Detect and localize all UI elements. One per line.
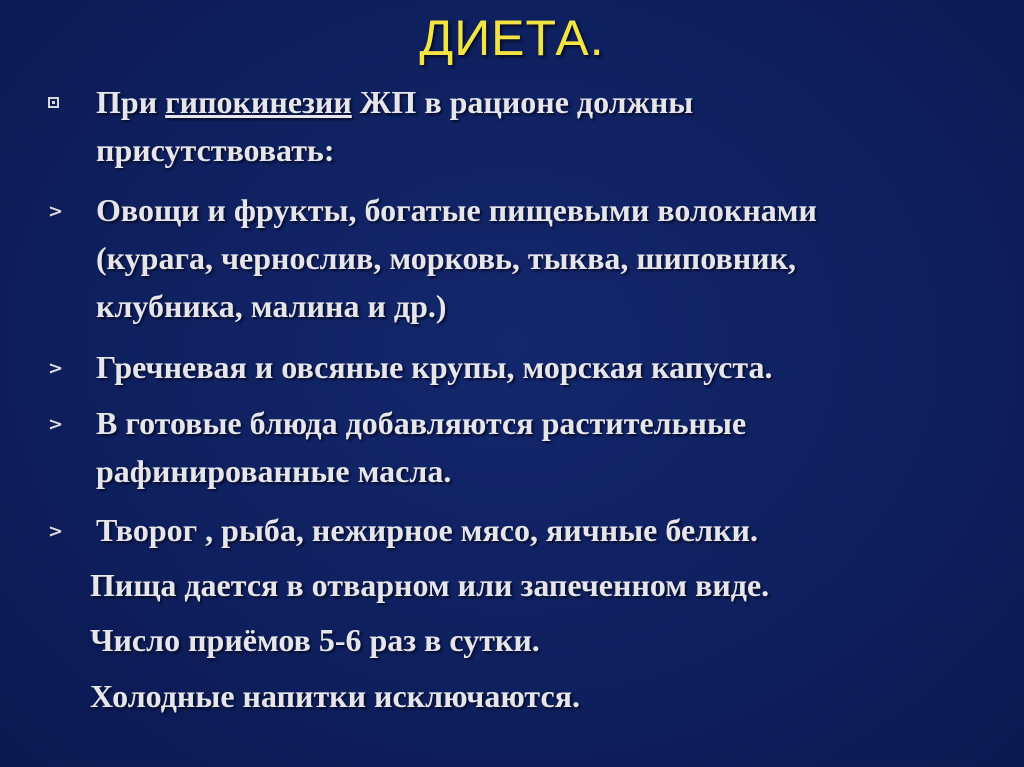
- item-1-line-3: клубника, малина и др.): [96, 288, 447, 324]
- intro-underlined-term: гипокинезии: [165, 84, 352, 120]
- intro-text-part2: ЖП в рационе должны: [351, 84, 694, 120]
- item-1-line-1: Овощи и фрукты, богатые пищевыми волокнами: [96, 192, 817, 228]
- intro-line-1: [96, 78, 693, 126]
- item-4-line-1: Творог , рыба, нежирное мясо, яичные белки.: [96, 512, 758, 548]
- note-3: Холодные напитки исключаются.: [90, 678, 580, 714]
- note-1: Пища дается в отварном или запеченном виде.: [90, 567, 770, 603]
- item-2-line-1: Гречневая и овсяные крупы, морская капуста.: [96, 349, 773, 385]
- note-2: Число приёмов 5-6 раз в сутки.: [90, 622, 540, 658]
- item-3-line-1: В готовые блюда добавляются растительные: [96, 405, 747, 441]
- arrow-bullet-icon: >: [48, 201, 64, 222]
- arrow-bullet-icon: >: [48, 414, 64, 435]
- intro-text-part1: При: [96, 84, 166, 120]
- arrow-bullet-icon: >: [48, 358, 64, 379]
- item-3-line-2: рафинированные масла.: [96, 453, 452, 489]
- arrow-bullet-icon: >: [48, 521, 64, 542]
- square-bullet-icon: [48, 97, 59, 108]
- intro-line-2: присутствовать:: [96, 132, 335, 168]
- slide-title: ДИЕТА.: [419, 10, 605, 66]
- item-1-line-2: (курага, чернослив, морковь, тыква, шиповник,: [96, 240, 797, 276]
